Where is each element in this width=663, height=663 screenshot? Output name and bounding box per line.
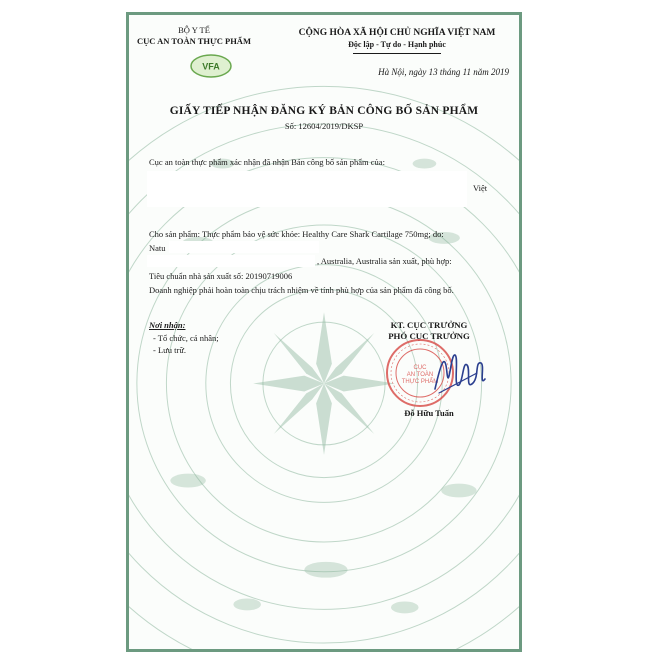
- certificate-sheet: [126, 12, 522, 652]
- svg-text:THỰC PHẨM: THỰC PHẨM: [401, 379, 439, 385]
- svg-text:CỤC: CỤC: [413, 365, 427, 371]
- svg-text:AN TOÀN: AN TOÀN: [406, 372, 434, 378]
- recipient-item: - Tổ chức, cá nhân;: [153, 333, 219, 343]
- company-tail-text: Việt: [473, 183, 488, 193]
- republic-name: CỘNG HÒA XÃ HỘI CHỦ NGHĨA VIỆT NAM: [298, 28, 496, 38]
- redacted-manufacturer-1: [169, 241, 319, 253]
- product-line-3: , Australia, Australia sản xuất, phù hợp:: [317, 256, 452, 266]
- product-line-1: Cho sản phẩm: Thực phẩm bảo vệ sức khỏe: Healthy Care Shark Cartilage 750mg; do:: [149, 229, 444, 239]
- recipients-title: Nơi nhận:: [149, 320, 186, 330]
- vfa-logo-text: VFA: [202, 61, 220, 72]
- vfa-logo: [189, 53, 233, 79]
- ministry-block: [137, 25, 251, 47]
- recipient-item: - Lưu trữ.: [153, 345, 187, 355]
- document-title: GIẤY TIẾP NHẬN ĐĂNG KÝ BẢN CÔNG BỐ SẢN PHẨM: [169, 105, 479, 117]
- handwritten-signature: [429, 343, 489, 401]
- republic-header: [279, 27, 515, 51]
- standard-number: Tiêu chuẩn nhà sản xuất số: 20190719006: [149, 271, 293, 281]
- signer-title-1: KT. CỤC TRƯỞNG: [390, 320, 468, 330]
- signer-title-2: PHÓ CỤC TRƯỞNG: [388, 331, 470, 341]
- national-motto: Độc lập - Tự do - Hạnh phúc: [348, 40, 446, 49]
- motto-underline: [353, 53, 441, 54]
- redacted-manufacturer-2: [147, 255, 315, 267]
- product-line-2: Natu: [149, 243, 166, 253]
- redacted-company: [147, 171, 467, 207]
- ministry-name: BỘ Y TẾ: [178, 25, 210, 35]
- intro-text: Cục an toàn thực phẩm xác nhận đã nhận Bản công bố sản phẩm của:: [149, 157, 385, 167]
- document-number: Số: 12604/2019/DKSP: [284, 121, 364, 131]
- agency-name: CỤC AN TOÀN THỰC PHẨM: [137, 36, 251, 46]
- issue-date: Hà Nội, ngày 13 tháng 11 năm 2019: [378, 67, 509, 77]
- responsibility-text: Doanh nghiệp phải hoàn toàn chịu trách nhiệm về tính phù hợp của sản phẩm đã công bố.: [149, 285, 454, 295]
- signer-name: Đỗ Hữu Tuấn: [404, 408, 454, 418]
